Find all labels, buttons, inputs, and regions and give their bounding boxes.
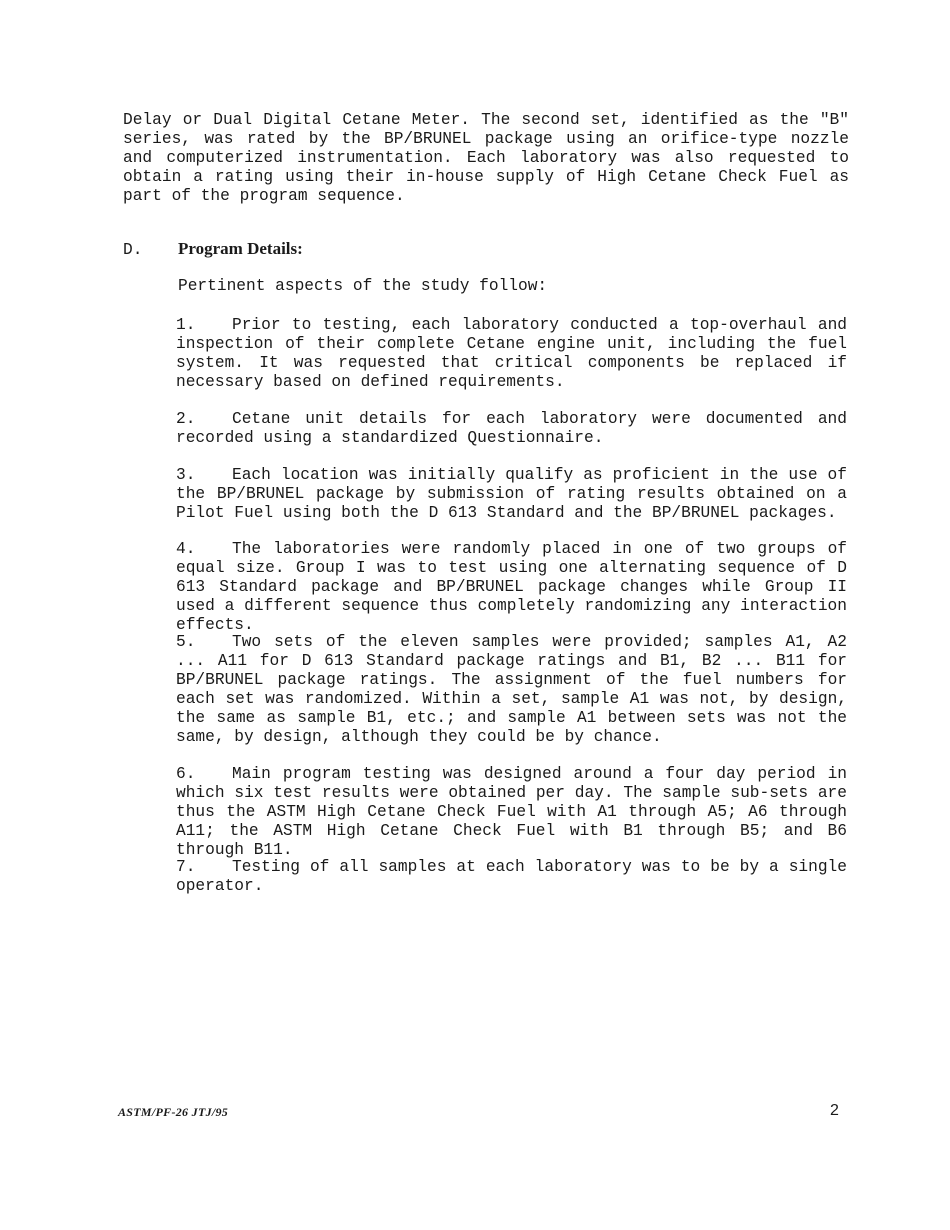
list-item	[176, 540, 847, 635]
list-item	[176, 633, 847, 747]
item-number: 3.	[176, 466, 196, 484]
item-text: Each location was initially qualify as proficient in the use of the BP/BRUNEL package by submission of rating results obtained on a Pilot Fuel using both the D 613 Standard and the BP/BRUNEL packages.	[176, 466, 847, 522]
item-text: Two sets of the eleven samples were provided; samples A1, A2 ... A11 for D 613 Standard package ratings and B1, B2 ... B11 for BP/BRUNEL package ratings. The assignment of the fuel numbers for each set was randomized. Within a set, sample A1 was not, by design, the same as sample B1, etc.; and sample A1 between sets was not the same, by design, although they could be by chance.	[176, 633, 847, 746]
item-number: 7.	[176, 858, 196, 876]
footer-document-id: ASTM/PF-26 JTJ/95	[118, 1105, 229, 1119]
section-letter: D.	[123, 241, 143, 259]
item-text: Testing of all samples at each laboratory was to be by a single operator.	[176, 858, 847, 895]
item-number: 1.	[176, 316, 196, 334]
list-item	[176, 858, 847, 896]
section-lead: Pertinent aspects of the study follow:	[178, 277, 548, 295]
item-number: 4.	[176, 540, 196, 558]
section-title: Program Details:	[178, 239, 303, 258]
item-text: The laboratories were randomly placed in one of two groups of equal size. Group I was to test using one alternating sequence of D 613 Standard package and BP/BRUNEL package changes while Group II used a different sequence thus completely randomizing any interaction effects.	[176, 540, 847, 634]
page-number: 2	[830, 1102, 839, 1119]
item-text: Prior to testing, each laboratory conducted a top-overhaul and inspection of their complete Cetane engine unit, including the fuel system. It was requested that critical components be replaced if necessary based on defined requirements.	[176, 316, 847, 391]
list-item	[176, 410, 847, 448]
item-number: 5.	[176, 633, 196, 651]
item-text: Main program testing was designed around a four day period in which six test results were obtained per day. The sample sub-sets are thus the ASTM High Cetane Check Fuel with A1 through A5; A6 through A11; the ASTM High Cetane Check Fuel with B1 through B5; and B6 through B11.	[176, 765, 847, 859]
section-heading	[123, 239, 849, 260]
list-item	[176, 316, 847, 392]
item-text: Cetane unit details for each laboratory were documented and recorded using a standardized Questionnaire.	[176, 410, 847, 447]
list-item	[176, 466, 847, 523]
intro-paragraph: Delay or Dual Digital Cetane Meter. The second set, identified as the "B" series, was rated by the BP/BRUNEL package using an orifice-type nozzle and computerized instrumentation. Each laboratory was also requested to obtain a rating using their in-house supply of High Cetane Check Fuel as part of the program sequence.	[123, 111, 849, 205]
item-number: 2.	[176, 410, 196, 428]
list-item	[176, 765, 847, 860]
item-number: 6.	[176, 765, 196, 783]
